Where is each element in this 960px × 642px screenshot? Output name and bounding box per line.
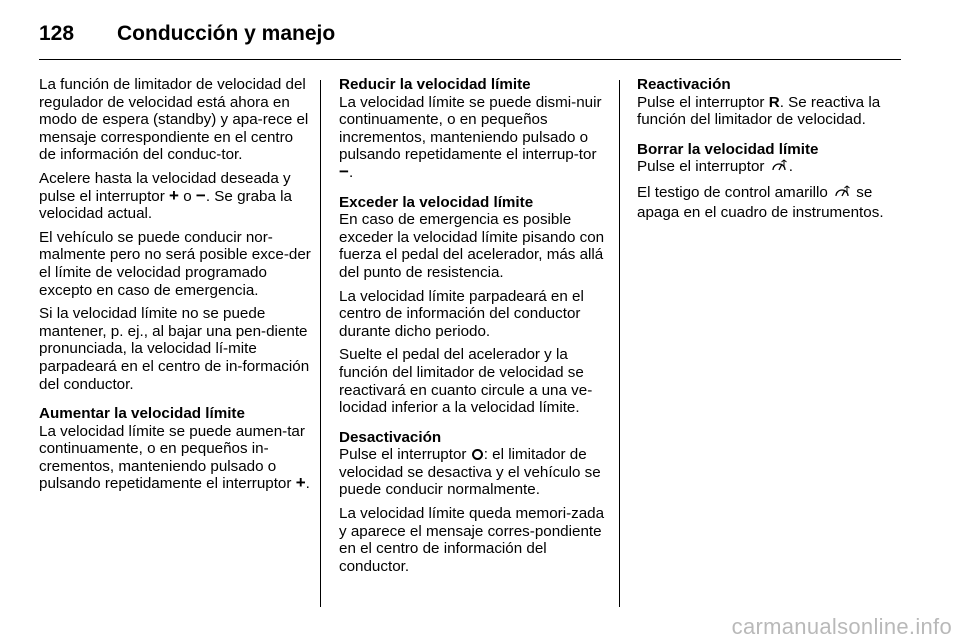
- watermark: carmanualsonline.info: [731, 614, 952, 639]
- column-2: [339, 76, 605, 581]
- paragraph: Suelte el pedal del acelerador y la función del limitador de velocidad se reactivará en cuanto circule a una ve-locidad inferior a la velocidad límite.: [339, 346, 593, 417]
- chapter-title: Conducción y manejo: [117, 22, 336, 45]
- minus-icon: −: [195, 185, 206, 205]
- text: .: [305, 475, 310, 493]
- text: . Se reactiva la función del limitador de velocidad.: [637, 93, 881, 129]
- text: . Se graba la velocidad actual.: [39, 187, 292, 223]
- plus-icon: +: [295, 473, 306, 493]
- paragraph: [637, 184, 903, 221]
- paragraph: [637, 94, 903, 129]
- text: Pulse el interruptor: [339, 446, 467, 464]
- section-heading: Borrar la velocidad límite: [637, 140, 819, 158]
- section-heading: Desactivación: [339, 428, 442, 446]
- paragraph: La función de limitador de velocidad del regulador de velocidad está ahora en modo de espera (standby) y apa-rece el mensaje correspondiente en el centro de información del conduc-tor.: [39, 76, 309, 164]
- text: .: [348, 163, 354, 181]
- column-3: [637, 76, 903, 227]
- text: Pulse el interruptor: [637, 158, 765, 176]
- speed-limiter-icon: [834, 185, 850, 204]
- paragraph: [637, 158, 903, 178]
- paragraph: Si la velocidad límite no se puede mantener, p. ej., al bajar una pen-diente pronunciada, la velocidad lí-mite parpadeará en el centro de in-formación del conductor.: [39, 305, 310, 393]
- paragraph: La velocidad límite parpadeará en el centro de información del conductor durante dicho periodo.: [339, 287, 584, 340]
- text: Pulse el interruptor: [637, 93, 765, 111]
- header-rule: [39, 59, 901, 60]
- section-heading: Reactivación: [637, 76, 731, 93]
- column-divider-1: [320, 80, 321, 607]
- page-number: 128: [39, 22, 75, 45]
- section-heading: Aumentar la velocidad límite: [39, 405, 245, 423]
- plus-icon: +: [169, 185, 179, 205]
- page-header: [39, 14, 335, 54]
- text: se apaga en el cuadro de instrumentos.: [637, 183, 884, 221]
- ring-icon: [472, 449, 483, 460]
- paragraph: [39, 423, 311, 493]
- text: o: [183, 187, 192, 205]
- column-divider-2: [619, 80, 620, 607]
- paragraph: [39, 170, 311, 223]
- paragraph: En caso de emergencia es posible exceder la velocidad límite pisando con fuerza el pedal del acelerador, más allá del punto de resistencia.: [339, 211, 605, 281]
- text: La velocidad límite se puede dismi-nuir continuamente, o en pequeños incrementos, manteniendo pulsado o pulsando repetidamente el interrup-tor: [339, 93, 602, 164]
- text: : el limitador de velocidad se desactiva y el vehículo se puede conducir normalmente.: [339, 446, 601, 499]
- section-heading: Exceder la velocidad límite: [339, 193, 534, 211]
- speed-limiter-icon: [771, 159, 787, 178]
- text: .: [788, 158, 793, 176]
- section-heading: Reducir la velocidad límite: [339, 76, 531, 93]
- paragraph: [339, 94, 605, 182]
- r-switch-label: R: [768, 93, 780, 111]
- text: El testigo de control amarillo: [637, 183, 828, 201]
- paragraph: El vehículo se puede conducir nor-malmente pero no será posible exce-der el límite de velocidad programado excepto en caso de emergencia.: [39, 228, 311, 299]
- text: Acelere hasta la velocidad deseada y pulse el interruptor: [39, 169, 291, 205]
- minus-icon: −: [339, 161, 349, 181]
- column-1: [39, 76, 311, 499]
- text: La velocidad límite se puede aumen-tar continuamente, o en pequeños in-crementos, manteniendo pulsado o pulsando repetidamente el interruptor: [39, 422, 305, 493]
- paragraph: [339, 446, 605, 499]
- paragraph: La velocidad límite queda memori-zada y aparece el mensaje corres-pondiente en el centro de información del conductor.: [339, 505, 605, 575]
